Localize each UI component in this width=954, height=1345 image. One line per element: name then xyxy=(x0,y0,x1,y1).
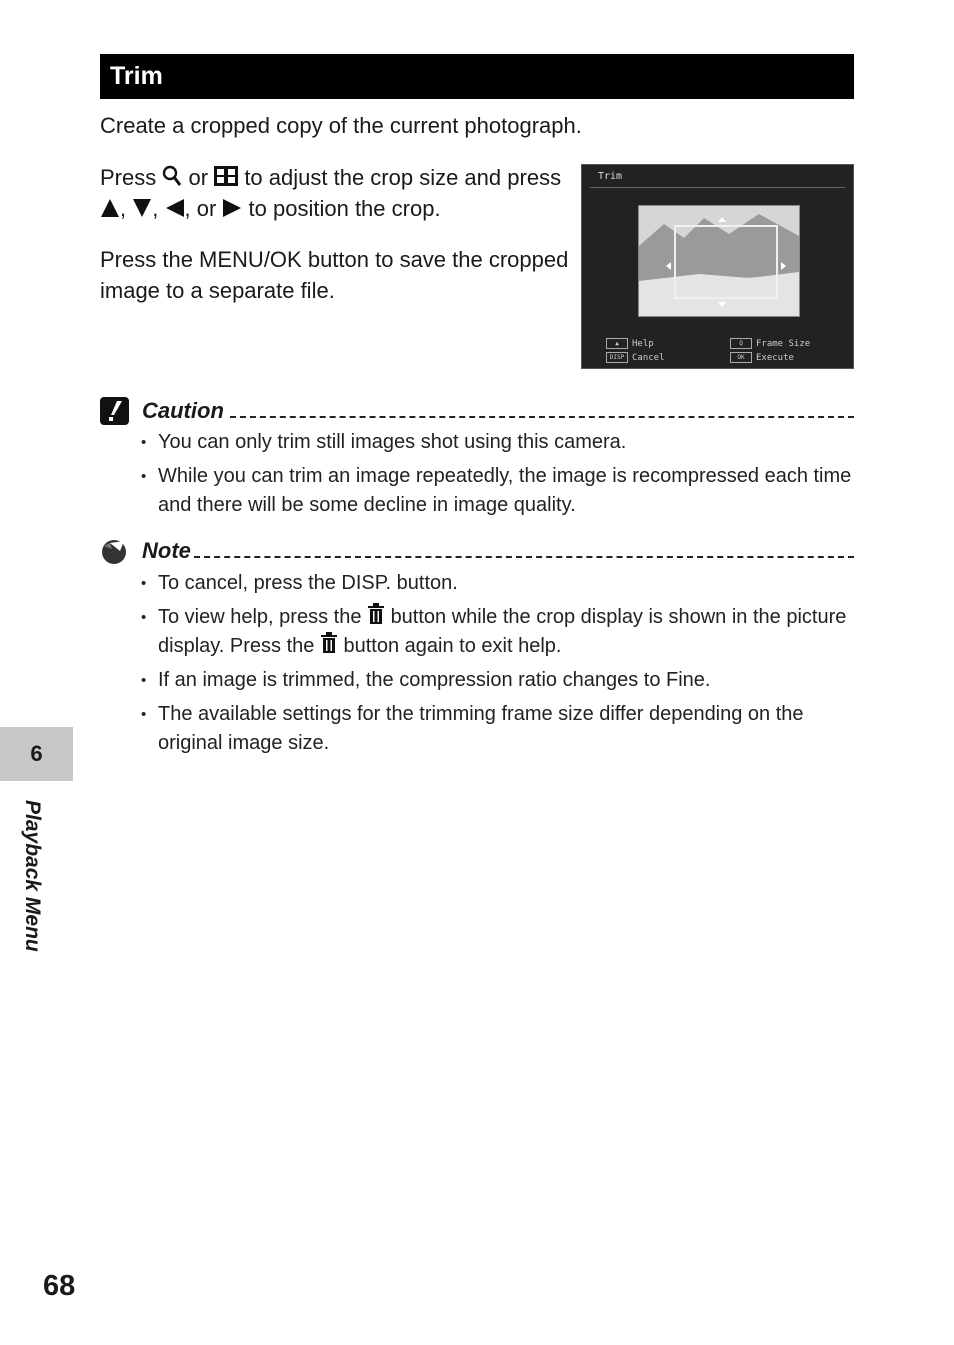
text: button again to exit help. xyxy=(343,635,562,657)
chapter-label: Playback Menu xyxy=(21,800,44,952)
left-arrow-icon xyxy=(165,198,185,218)
text: button while the crop display is shown in the picture display. Press the xyxy=(158,606,847,657)
disp-key: DISP xyxy=(606,352,628,363)
zoom-key: Q xyxy=(730,338,752,349)
down-arrow-icon xyxy=(132,198,152,218)
dashed-rule xyxy=(220,416,854,418)
ok-key: OK xyxy=(730,352,752,363)
chapter-tab: 6 xyxy=(0,727,73,781)
note-icon xyxy=(100,537,129,570)
camera-screen-title: Trim xyxy=(598,171,623,182)
text: , xyxy=(120,196,127,221)
caution-icon xyxy=(100,397,129,430)
text: , xyxy=(152,196,159,221)
list-item xyxy=(140,603,854,661)
thumbnail-icon xyxy=(214,165,238,187)
text: , or xyxy=(184,196,217,221)
note-label: Note xyxy=(142,536,193,566)
camera-help-hints xyxy=(606,337,665,365)
text: To view help, press the xyxy=(158,606,362,628)
instructions xyxy=(100,162,570,326)
list-item: • The available settings for the trimming frame size differ depending on the original image size. xyxy=(140,700,854,758)
section-title: Trim xyxy=(100,54,854,99)
up-arrow-icon xyxy=(100,198,120,218)
intro-text: Create a cropped copy of the current photograph. xyxy=(100,113,582,138)
camera-action-hints xyxy=(730,337,810,365)
frame-size-label: Frame Size xyxy=(756,339,811,349)
page-number: 68 xyxy=(43,1270,76,1302)
execute-label: Execute xyxy=(756,353,794,363)
help-key: ▲ xyxy=(606,338,628,349)
note-list xyxy=(140,569,854,763)
caution-header xyxy=(100,396,854,426)
trash-icon xyxy=(367,603,385,625)
camera-screenshot xyxy=(581,164,854,369)
dashed-rule xyxy=(194,556,854,558)
list-item: • To cancel, press the DISP. button. xyxy=(140,569,854,598)
text: press xyxy=(507,165,562,190)
help-label: Help xyxy=(632,339,654,349)
divider xyxy=(590,187,845,188)
instruction-save: Press the MENU/OK button to save the cropped image to a separate file. xyxy=(100,247,569,303)
trash-icon xyxy=(320,632,338,654)
caution-label: Caution xyxy=(142,396,226,426)
text: Press xyxy=(100,165,157,190)
text: or xyxy=(188,165,209,190)
right-arrow-icon xyxy=(222,198,242,218)
landscape-photo xyxy=(639,206,799,316)
text: to position the crop. xyxy=(248,196,441,221)
list-item: • While you can trim an image repeatedly, the image is recompressed each time and there will be some decline in image quality. xyxy=(140,462,854,520)
list-item: • If an image is trimmed, the compression ratio changes to Fine. xyxy=(140,666,854,695)
caution-list xyxy=(140,428,854,525)
instruction-crop xyxy=(100,162,570,224)
cancel-label: Cancel xyxy=(632,353,665,363)
text: to adjust the crop size and xyxy=(244,165,502,190)
note-header xyxy=(100,536,854,566)
crop-preview-image xyxy=(638,205,800,317)
zoom-icon xyxy=(162,165,182,187)
list-item: • You can only trim still images shot using this camera. xyxy=(140,428,854,457)
